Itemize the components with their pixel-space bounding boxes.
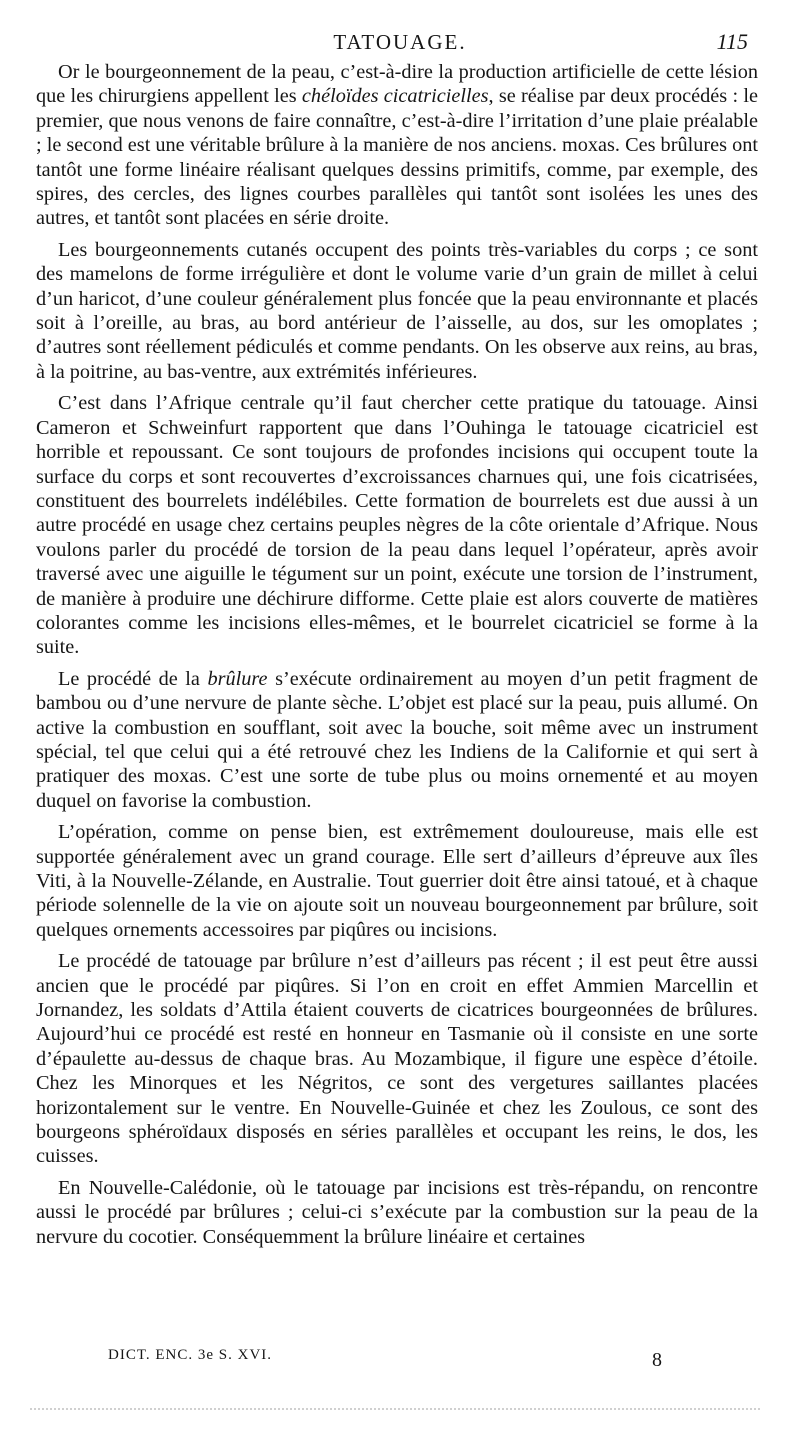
paragraph: C’est dans l’Afrique centrale qu’il faut chercher cette pratique du tatouage. Ainsi Cameron et Schweinfurt rapportent que dans l’Ouhinga le tatouage cicatriciel est horrible et repoussant. Ce sont toujours de profondes incisions qui occupent toute la surface du corps et sont recouvertes d’excroissances charnues qui, une fois cicatrisées, constituent des bourrelets indélébiles. Cette formation de bourrelets est due aussi à un autre procédé en usage chez certains peuples nègres de la côte orientale d’Afrique. Nous voulons parler du procédé de torsion de la peau dans lequel l’opérateur, après avoir traversé avec une aiguille le tégument sur un point, exécute une torsion de l’instrument, de manière à produire une déchirure difforme. Cette plaie est alors couverte de matières colorantes comme les incisions elles-mêmes, et le bourrelet cicatriciel se forme à la suite. (36, 392, 758, 659)
body-text (36, 60, 758, 1249)
emphasis: chéloïdes cicatricielles (301, 85, 489, 108)
paragraph: Or le bourgeonnement de la peau, c’est-à-dire la production artificielle de cette lésion que les chirurgiens appellent les chéloïdes cicatricielles, se réalise par deux procédés : le premier, que nous venons de faire connaître, c’est-à-dire l’irritation d’une plaie préalable ; le second est une véritable brûlure à la manière de nos anciens. moxas. Ces brûlures ont tantôt une forme linéaire réalisant quelques dessins primitifs, comme, par exemple, des spires, des cercles, des lignes courbes parallèles qui tantôt sont isolées les unes des autres, et tantôt sont placées en série droite. (36, 61, 759, 230)
paragraph: L’opération, comme on pense bien, est extrêmement douloureuse, mais elle est supportée généralement avec un grand courage. Elle sert d’ailleurs d’épreuve aux îles Viti, à la Nouvelle-Zélande, en Australie. Tout guerrier doit être ainsi tatoué, et à chaque période solennelle de la vie on ajoute soit un nouveau bourgeonnement par brûlure, soit quelques ornements accessoires par piqûres ou incisions. (36, 821, 758, 941)
page-footer (0, 1345, 800, 1375)
paragraph: Le procédé de la brûlure s’exécute ordinairement au moyen d’un petit fragment de bambou ou d’une nervure de plante sèche. L’objet est placé sur la peau, puis allumé. On active la combustion en soufflant, soit avec la bouche, soit même avec un instrument spécial, tel que celui qui a été retrouvé chez les Indiens de la Californie et qui sert à pratiquer des moxas. C’est une sorte de tube plus ou moins ornementé et au moyen duquel on favorise la combustion. (36, 667, 759, 812)
page-number: 115 (716, 29, 748, 54)
paragraph: Le procédé de tatouage par brûlure n’est d’ailleurs pas récent ; il est peut être aussi ancien que le procédé par piqûres. Si l’on en croit en effet Ammien Marcellin et Jornandez, les soldats d’Attila étaient couverts de cicatrices bourgeonnées de brûlures. Aujourd’hui ce procédé est resté en honneur en Tasmanie où il consiste en une sorte d’épaulette au-dessus de chaque bras. Au Mozambique, il figure une espèce d’étoile. Chez les Minorques et les Négritos, ce sont des vergetures saillantes placées horizontalement sur le ventre. En Nouvelle-Guinée et chez les Zoulous, ce sont des bourgeons sphéroïdaux disposés en séries parallèles et occupant les reins, le dos, les cuisses. (36, 950, 758, 1168)
signature-mark: DICT. ENC. 3e S. XVI. (108, 1347, 273, 1363)
paragraph: En Nouvelle-Calédonie, où le tatouage par incisions est très-répandu, on rencontre aussi le procédé par brûlures ; celui-ci s’exécute par la combustion sur la peau de la nervure du cocotier. Conséquemment la brûlure linéaire et certaines (36, 1176, 758, 1248)
paragraph: Les bourgeonnements cutanés occupent des points très-variables du corps ; ce sont des mamelons de forme irrégulière et dont le volume varie d’un grain de millet à celui d’un haricot, d’une couleur généralement plus foncée que la peau environnante et placés soit à l’oreille, au bras, au bord antérieur de l’aisselle, au dos, sur les omoplates ; d’autres sont réellement pédiculés et comme pendants. On les observe aux reins, au bras, à la poitrine, au bas-ventre, aux extrémités inférieures. (36, 238, 758, 383)
page-header (40, 26, 760, 56)
emphasis: brûlure (207, 667, 268, 690)
running-title: TATOUAGE. (333, 30, 467, 54)
scan-artifact-line (30, 1408, 760, 1410)
sheet-number: 8 (652, 1349, 662, 1371)
